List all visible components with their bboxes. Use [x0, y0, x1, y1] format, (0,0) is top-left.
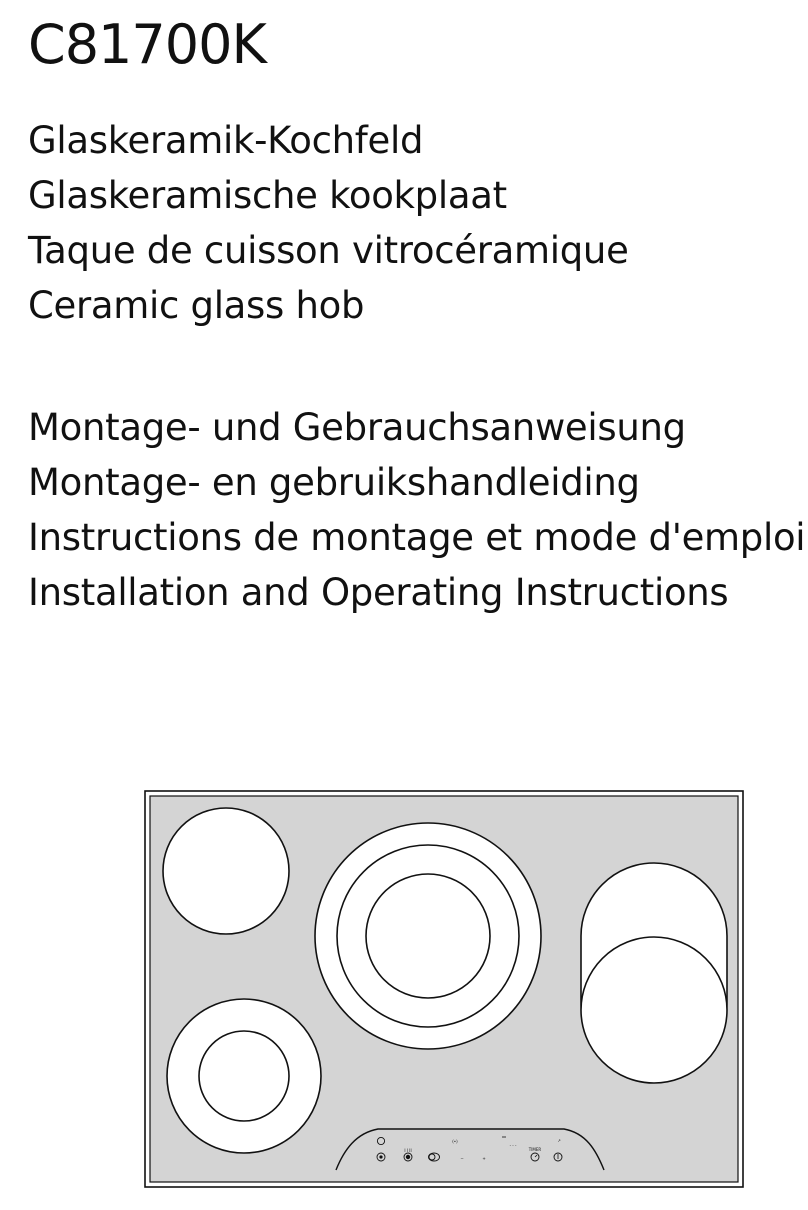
model-number: C81700K	[28, 13, 266, 76]
product-name-de: Glaskeramik-Kochfeld	[28, 119, 424, 162]
manual-title-de: Montage- und Gebrauchsanweisung	[28, 406, 686, 449]
minus-button-icon: −	[460, 1156, 464, 1161]
display-segments: - - -	[509, 1143, 517, 1148]
zone-select-center-dot	[406, 1155, 410, 1159]
cooking-zone-right-round	[581, 937, 727, 1083]
product-name-list	[28, 113, 629, 333]
manual-title-fr: Instructions de montage et mode d'emploi	[28, 516, 806, 559]
product-name-en: Ceramic glass hob	[28, 284, 365, 327]
cooking-zone-rear-left	[163, 808, 289, 934]
manual-title-en: Installation and Operating Instructions	[28, 571, 729, 614]
timer-label: TIMER	[528, 1147, 542, 1152]
manual-title-nl: Montage- en gebruikshandleiding	[28, 461, 640, 504]
product-name-fr: Taque de cuisson vitrocéramique	[28, 229, 629, 272]
product-name-nl: Glaskeramische kookplaat	[28, 174, 507, 217]
plus-button-icon: +	[482, 1156, 486, 1161]
hob-illustration	[144, 790, 744, 1188]
zone-select-left-dot	[379, 1155, 382, 1158]
cooking-zone-front-left-inner	[199, 1031, 289, 1121]
manual-title-list	[28, 400, 805, 620]
lock-key-icon: ↗	[557, 1138, 561, 1143]
zone-indicator-marks: I I II	[404, 1148, 412, 1153]
cooking-zone-center-inner	[366, 874, 490, 998]
keep-warm-icon: (•)	[452, 1139, 458, 1144]
